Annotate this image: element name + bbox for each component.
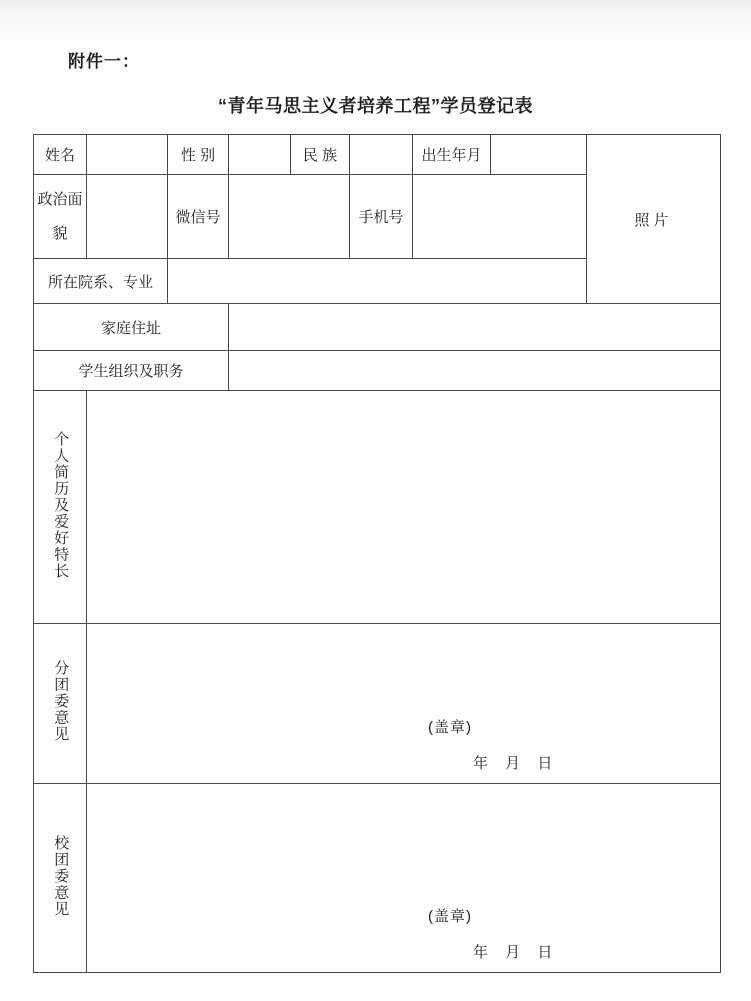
resume-hobbies-input-cell[interactable] [87, 391, 721, 624]
photo-cell: 照片 [587, 135, 721, 304]
attachment-label: 附件一： [68, 52, 140, 71]
birthdate-label: 出生年月 [413, 135, 491, 175]
home-address-input-cell[interactable] [229, 304, 721, 351]
branch-committee-opinion-label [34, 624, 87, 784]
political-status-input-cell[interactable] [87, 175, 168, 259]
ethnicity-label: 民 族 [291, 135, 350, 175]
branch-committee-opinion-label-text: 分团委意见 [52, 660, 70, 743]
school-committee-opinion-cell[interactable] [87, 784, 721, 973]
table-row [34, 391, 721, 624]
branch-stamp-placeholder: (盖章) [428, 719, 472, 736]
gender-input-cell[interactable] [229, 135, 291, 175]
resume-hobbies-label [34, 391, 87, 624]
form-title: “青年马思主义者培养工程”学员登记表 [218, 96, 533, 116]
school-committee-opinion-label [34, 784, 87, 973]
name-input-cell[interactable] [87, 135, 168, 175]
wechat-input-cell[interactable] [229, 175, 350, 259]
name-label: 姓名 [34, 135, 87, 175]
table-row [34, 784, 721, 973]
school-date-placeholder: 年 月 日 [473, 944, 553, 961]
table-row [34, 624, 721, 784]
school-stamp-placeholder: (盖章) [428, 908, 472, 925]
table-row [34, 135, 721, 175]
resume-hobbies-label-text: 个人简历及爱好特长 [52, 430, 70, 580]
student-org-label: 学生组织及职务 [34, 351, 229, 391]
registration-table [33, 134, 721, 973]
branch-date-placeholder: 年 月 日 [473, 755, 553, 772]
department-major-input-cell[interactable] [168, 259, 587, 304]
table-row [34, 351, 721, 391]
birthdate-input-cell[interactable] [491, 135, 587, 175]
phone-label: 手机号 [350, 175, 413, 259]
ethnicity-input-cell[interactable] [350, 135, 413, 175]
gender-label: 性 别 [168, 135, 229, 175]
table-row [34, 304, 721, 351]
home-address-label: 家庭住址 [34, 304, 229, 351]
phone-input-cell[interactable] [413, 175, 587, 259]
political-status-label: 政治面貌 [34, 175, 87, 259]
school-committee-opinion-label-text: 校团委意见 [52, 834, 70, 918]
branch-committee-opinion-cell[interactable] [87, 624, 721, 784]
student-org-input-cell[interactable] [229, 351, 721, 391]
wechat-label: 微信号 [168, 175, 229, 259]
department-major-label: 所在院系、专业 [34, 259, 168, 304]
